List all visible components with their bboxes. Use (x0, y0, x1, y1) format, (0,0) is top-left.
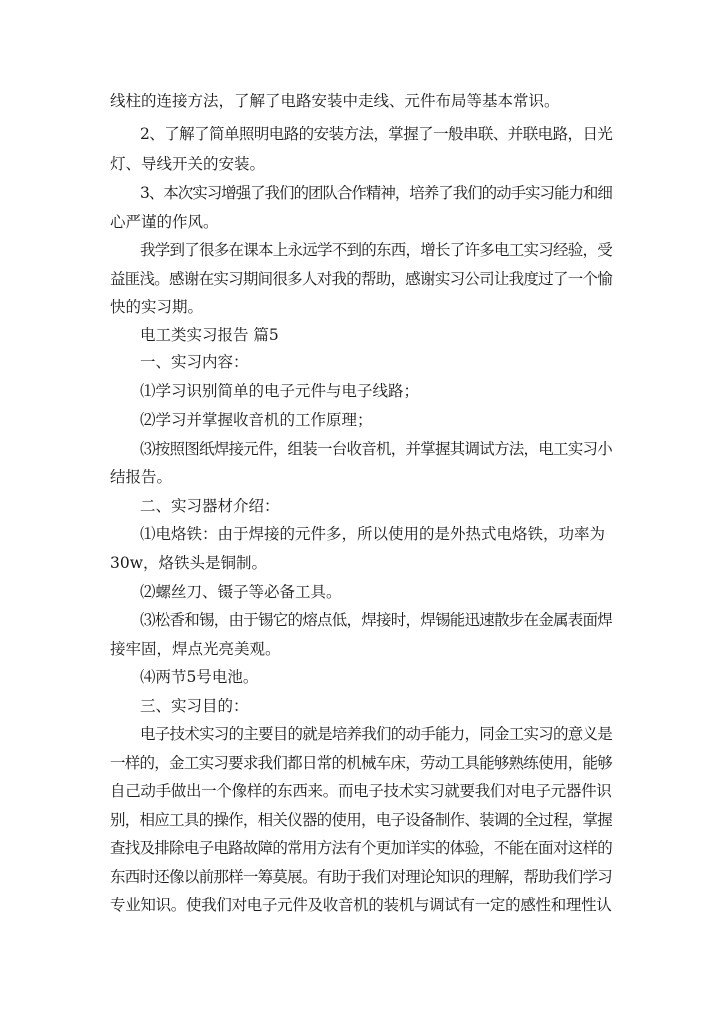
text-line: 3、本次实习增强了我们的团队合作精神，培养了我们的动手实习能力和细 (140, 184, 612, 202)
text-line: ⑴电烙铁：由于焊接的元件多，所以使用的是外热式电烙铁，功率为 (140, 525, 606, 543)
text-line: 自己动手做出一个像样的东西来。而电子技术实习就要我们对电子元器件识 (110, 782, 612, 800)
text-line: ⑶松香和锡，由于锡它的熔点低，焊接时，焊锡能迅速散步在金属表面焊 (140, 611, 613, 629)
text-line: ⑵螺丝刀、镊子等必备工具。 (140, 583, 342, 601)
text-line: 查找及排除电子电路故障的常用方法有个更加详实的体验，不能在面对这样的 (110, 839, 613, 857)
text-line: 二、实习器材介绍： (140, 497, 280, 515)
text-line: ⑷两节5号电池。 (140, 668, 259, 686)
text-line: 一样的，金工实习要求我们都日常的机械车床，劳动工具能够熟练使用，能够 (110, 754, 613, 772)
text-line: 接牢固，焊点光亮美观。 (110, 640, 281, 658)
text-line: 益匪浅。感谢在实习期间很多人对我的帮助，感谢实习公司让我度过了一个愉 (110, 270, 613, 288)
text-line: 心严谨的作风。 (110, 213, 219, 231)
text-line: 电子技术实习的主要目的就是培养我们的动手能力，同金工实习的意义是 (140, 725, 613, 743)
text-line: 30w，烙铁头是铜制。 (110, 554, 267, 572)
text-line: 灯、导线开关的安装。 (110, 155, 266, 173)
text-line: 我学到了很多在课本上永远学不到的东西，增长了许多电工实习经验，受 (140, 241, 613, 259)
text-line: 一、实习内容： (140, 353, 249, 371)
text-line: ⑵学习并掌握收音机的工作原理； (140, 411, 373, 429)
text-line: 三、实习目的： (140, 697, 249, 715)
text-line: ⑶按照图纸焊接元件，组装一台收音机，并掌握其调试方法，电工实习小 (140, 440, 613, 458)
text-line: 结报告。 (110, 468, 173, 486)
text-line: 快的实习期。 (110, 298, 204, 316)
text-line: 专业知识。使我们对电子元件及收音机的装机与调试有一定的感性和理性认 (110, 896, 612, 914)
text-line: 别，相应工具的操作，相关仪器的使用，电子设备制作、装调的全过程，掌握 (110, 811, 613, 829)
text-line: 线柱的连接方法，了解了电路安装中走线、元件布局等基本常识。 (110, 92, 560, 110)
text-line: 东西时还像以前那样一筹莫展。有助于我们对理论知识的理解，帮助我们学习 (110, 868, 613, 886)
text-line: 2、了解了简单照明电路的安装方法，掌握了一般串联、并联电路，日光 (140, 125, 613, 143)
section-heading: 电工类实习报告 篇5 (140, 326, 279, 344)
text-line: ⑴学习识别简单的电子元件与电子线路； (140, 382, 420, 400)
